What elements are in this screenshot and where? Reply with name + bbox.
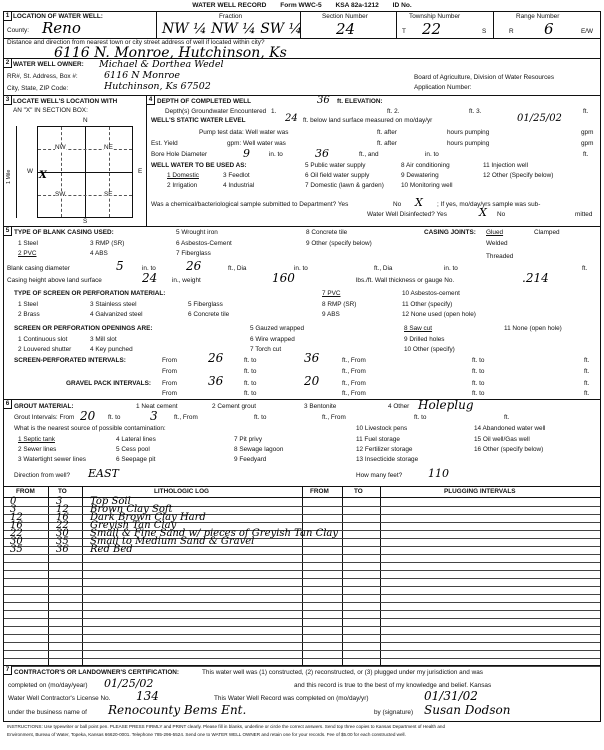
gi-ft: ft. — [504, 414, 510, 421]
chem-no: No — [393, 201, 402, 208]
contam-abandoned: 14 Abandoned water well — [474, 425, 546, 432]
gi-ft-from-2: ft., From — [322, 414, 346, 421]
casing-asbestos: 6 Asbestos-Cement — [176, 240, 232, 247]
section-number: 5 — [3, 226, 12, 236]
ne-label: NE — [104, 144, 113, 151]
lbs-label: lbs./ft. Wall thickness or gauge No. — [356, 277, 455, 284]
disinfected-x: X — [479, 206, 487, 219]
screen-brass: 2 Brass — [18, 311, 40, 318]
section-3-locate — [3, 95, 147, 227]
static-mid: ft. below land surface measured on mo/day/yr — [303, 117, 433, 124]
grout-bentonite: 3 Bentonite — [304, 403, 337, 410]
true-text: and this record is true to the best of my knowledge and belief. Kansas — [294, 682, 492, 689]
r-label: R — [509, 28, 514, 35]
open-none: 11 None (open hole) — [504, 325, 562, 332]
grout-other-value: Holeplug — [418, 398, 474, 412]
west-label: W — [27, 168, 34, 175]
bore-in-to: in. to — [269, 151, 283, 158]
height-value: 24 — [142, 271, 158, 285]
use-monitoring: 10 Monitoring well — [401, 182, 453, 189]
gauge-value: .214 — [522, 271, 549, 285]
owner-value: Michael & Dorthea Wedel — [99, 59, 224, 70]
street-label: RR#, St. Address, Box #: — [7, 73, 78, 80]
open-mill: 3 Mill slot — [90, 336, 117, 343]
from-header-2: FROM — [310, 488, 329, 495]
contam-privy: 7 Pit privy — [234, 436, 263, 443]
gw-ft: ft. — [583, 108, 589, 115]
township-value: 22 — [422, 20, 442, 38]
feet-label: How many feet? — [356, 472, 403, 479]
gpi-label: GRAVEL PACK INTERVALS: — [66, 380, 151, 387]
section-4-depth — [146, 95, 601, 227]
bore-ft: ft. — [583, 151, 589, 158]
gpi-to: 20 — [304, 374, 320, 388]
spi-from: 26 — [208, 351, 224, 365]
gpi-from-label: From — [162, 380, 177, 387]
gpi-to-label: ft. to — [244, 380, 257, 387]
gpi-ft: ft. — [584, 380, 590, 387]
gpi-ft-from-2: ft., From — [342, 390, 366, 397]
section-6-grout — [3, 399, 601, 487]
casing-label: TYPE OF BLANK CASING USED: — [14, 229, 114, 236]
log-to: 35 — [56, 536, 69, 547]
open-saw: 8 Saw cut — [404, 325, 433, 332]
business-value: Renocounty Bems Ent. — [108, 703, 247, 717]
spi-to-label-2: ft. to — [472, 357, 485, 364]
county-label: County: — [7, 27, 30, 34]
casing-steel: 1 Steel — [18, 240, 38, 247]
use-domestic: 1 Domestic — [167, 172, 199, 179]
street-value: 6116 N Monroe — [104, 70, 180, 81]
gw-2: ft. 2. — [387, 108, 400, 115]
pump-hours: hours pumping — [447, 129, 490, 136]
contam-oilgas: 15 Oil well/Gas well — [474, 436, 530, 443]
joints-clamped: Clamped — [534, 229, 560, 236]
log-rule-line — [4, 594, 600, 595]
log-rule-line — [4, 602, 600, 603]
use-public: 5 Public water supply — [305, 162, 366, 169]
contam-feedyard: 9 Feedyard — [234, 456, 267, 463]
city-label: City, State, ZIP Code: — [7, 85, 69, 92]
fraction-label: Fraction — [219, 13, 243, 20]
instructions-line-2: Environment, Bureau of Water, Topeka, Kansas 66620-0001. Telephone 785-296-5524. Send one to WATER WELL OWNER and retain one for your records. Fee of $5.00 for each constructed well. — [7, 732, 406, 737]
depth-label: DEPTH OF COMPLETED WELL — [157, 98, 252, 105]
spi-ft: ft. — [584, 357, 590, 364]
business-label: under the business name of — [8, 709, 87, 716]
contam-septic: 1 Septic tank — [18, 436, 55, 443]
casing-wrought: 5 Wrought iron — [176, 229, 218, 236]
contam-watertight: 3 Watertight sewer lines — [18, 456, 86, 463]
signature: Susan Dodson — [424, 703, 511, 717]
use-lawn: 7 Domestic (lawn & garden) — [305, 182, 384, 189]
weight-label: in., weight — [172, 277, 201, 284]
section-number: 4 — [146, 95, 155, 105]
instructions-line-1: INSTRUCTIONS: Use typewriter or ball point pen. PLEASE PRESS FIRMLY and PRINT clearly. Please fill in blanks, underline or circle the correct answers. Send top three copies to Kansas Department of Health and — [7, 724, 446, 729]
use-air: 8 Air conditioning — [401, 162, 450, 169]
log-rule-line — [4, 626, 600, 627]
plug-header: PLUGGING INTERVALS — [444, 488, 516, 495]
grout-neat: 1 Neat cement — [136, 403, 178, 410]
casing-rmp: 3 RMP (SR) — [90, 240, 125, 247]
chem-x: X — [415, 196, 423, 209]
yield-label: Est. Yield — [151, 140, 178, 147]
divider — [396, 12, 397, 38]
completed-label: completed on (mo/day/year) — [8, 682, 88, 689]
static-label: WELL'S STATIC WATER LEVEL — [151, 117, 246, 124]
ew-label: E/W — [581, 28, 594, 35]
nw-label: NW — [55, 144, 66, 151]
diameter-ft: ft. — [582, 265, 588, 272]
gw-3: ft. 3. — [469, 108, 482, 115]
well-location-mark: X — [39, 170, 47, 181]
gi-from: 20 — [80, 409, 96, 423]
log-rule-line — [4, 578, 600, 579]
from-header: FROM — [16, 488, 35, 495]
log-rule-line — [4, 658, 600, 659]
use-irrigation: 2 Irrigation — [167, 182, 198, 189]
bore-to-value: 36 — [315, 147, 329, 160]
use-oilfield: 6 Oil field water supply — [305, 172, 370, 179]
grout-cement: 2 Cement grout — [212, 403, 257, 410]
gi-label: Grout Intervals: From — [14, 414, 75, 421]
distance-label: Distance and direction from nearest town or city street address of well if located within city? — [7, 39, 265, 46]
se-label: SE — [104, 191, 113, 198]
locate-label: LOCATE WELL'S LOCATION WITH — [13, 98, 118, 105]
section-2-owner — [3, 58, 601, 96]
direction-value: EAST — [88, 467, 119, 480]
screen-abs: 9 ABS — [322, 311, 340, 318]
contam-seepage: 6 Seepage pit — [116, 456, 156, 463]
log-description: Red Bed — [90, 544, 133, 555]
log-to: 22 — [56, 520, 69, 531]
log-to: 36 — [56, 544, 69, 555]
gpi-to-label-4: ft. to — [472, 390, 485, 397]
use-injection: 11 Injection well — [483, 162, 528, 169]
litho-header: LITHOLOGIC LOG — [154, 488, 210, 495]
casing-pvc: 2 PVC — [18, 250, 37, 257]
gw-1: 1. — [271, 108, 277, 115]
open-continuous: 1 Continuous slot — [18, 336, 68, 343]
casing-abs: 4 ABS — [90, 250, 108, 257]
record-text: This Water Well Record was completed on (mo/day/yr) — [214, 695, 369, 702]
chem-tail: ; If yes, mo/day/yrs sample was sub- — [437, 201, 541, 208]
section-value: 24 — [336, 20, 356, 38]
contam-insecticide: 13 Insecticide storage — [356, 456, 419, 463]
log-rule-line — [4, 618, 600, 619]
open-key: 4 Key punched — [90, 346, 133, 353]
log-from: 16 — [10, 520, 23, 531]
id-label: ID No. — [392, 2, 412, 9]
form-title: WATER WELL RECORD — [192, 2, 267, 9]
east-label: E — [138, 168, 143, 175]
cert-text: This water well was (1) constructed, (2) reconstructed, or (3) plugged under my jurisdiction and was — [202, 669, 483, 676]
log-from: 22 — [10, 528, 23, 539]
open-other: 10 Other (specify) — [404, 346, 455, 353]
log-description: Top Soil — [90, 496, 131, 507]
spi-to: 36 — [304, 351, 320, 365]
contam-lagoon: 8 Sewage lagoon — [234, 446, 284, 453]
yield-gpm: gpm — [581, 140, 594, 147]
depth-value: 36 — [317, 95, 330, 106]
weight-value: 160 — [272, 271, 295, 285]
use-other: 12 Other (Specify below) — [483, 172, 554, 179]
sw-label: SW — [55, 191, 66, 198]
log-from: 3 — [10, 504, 17, 515]
contam-fertilizer: 12 Fertilizer storage — [356, 446, 413, 453]
log-description: Dark Brown Clay Hard — [90, 512, 206, 523]
application-label: Application Number: — [414, 84, 472, 91]
t-label: T — [402, 28, 406, 35]
contam-label: What is the nearest source of possible contamination: — [14, 425, 166, 432]
log-from: 35 — [10, 544, 23, 555]
log-to: 3 — [56, 496, 63, 507]
log-rule-line — [4, 570, 600, 571]
form-number: Form WWC-5 — [280, 2, 322, 9]
disinfected-label: Water Well Disinfected? Yes — [367, 211, 447, 218]
contam-lateral: 4 Lateral lines — [116, 436, 156, 443]
diameter-to: 26 — [186, 259, 202, 273]
section-1-location — [3, 11, 601, 59]
open-wire: 6 Wire wrapped — [250, 336, 295, 343]
casing-other: 9 Other (specify below) — [306, 240, 372, 247]
yield-hours: hours pumping — [447, 140, 490, 147]
diameter-ft-dia: ft., Dia — [228, 265, 247, 272]
gi-to-label: ft. to — [108, 414, 121, 421]
joints-threaded: Threaded — [486, 253, 514, 260]
to-header-2: TO — [354, 488, 363, 495]
contam-fuel: 11 Fuel storage — [356, 436, 400, 443]
log-rule-line — [4, 642, 600, 643]
height-label: Casing height above land surface — [7, 277, 102, 284]
joints-label: CASING JOINTS: — [424, 229, 476, 236]
section-number: 7 — [3, 665, 12, 675]
disinfected-no: No — [497, 211, 506, 218]
open-drilled: 9 Drilled holes — [404, 336, 445, 343]
use-dewatering: 9 Dewatering — [401, 172, 439, 179]
screen-none: 12 None used (open hole) — [402, 311, 476, 318]
spi-ft-from: ft., From — [342, 357, 366, 364]
open-torch: 7 Torch cut — [250, 346, 282, 353]
mile-bracket — [16, 126, 17, 218]
section-number: 1 — [3, 11, 12, 21]
screen-stainless: 3 Stainless steel — [90, 301, 137, 308]
chem-question: Was a chemical/bacteriological sample submitted to Department? Yes — [151, 201, 349, 208]
log-to: 30 — [56, 528, 69, 539]
spi-ft-2: ft. — [584, 368, 590, 375]
location-label: LOCATION OF WATER WELL: — [13, 13, 103, 20]
diameter-in-to-2: in. to — [294, 265, 308, 272]
joints-glued: Glued — [486, 229, 504, 236]
divider — [493, 12, 494, 38]
log-rule-line — [4, 562, 600, 563]
use-feedlot: 3 Feedlot — [223, 172, 250, 179]
range-label: Range Number — [516, 13, 560, 20]
gi-ft-from: ft., From — [174, 414, 198, 421]
log-description: Small to Medium Sand & Gravel — [90, 536, 255, 547]
yield-mid: gpm: Well water was — [227, 140, 286, 147]
s-label: S — [482, 28, 487, 35]
form-header — [3, 2, 601, 11]
license-label: Water Well Contractor's License No. — [8, 695, 111, 702]
spi-from-label: From — [162, 357, 177, 364]
static-date: 01/25/02 — [517, 113, 562, 124]
bore-in-to-2: in. to — [425, 151, 439, 158]
owner-label: WATER WELL OWNER: — [13, 61, 84, 68]
diameter-in-to: in. to — [142, 265, 156, 272]
section-7-certification — [3, 665, 601, 722]
gi-to: 3 — [150, 409, 158, 423]
spi-to-label: ft. to — [244, 357, 257, 364]
log-rule-line — [4, 586, 600, 587]
screen-rmp: 8 RMP (SR) — [322, 301, 357, 308]
license-value: 134 — [136, 689, 159, 703]
gpi-from-label-2: From — [162, 390, 177, 397]
direction-label: Direction from well? — [14, 472, 71, 479]
screen-steel: 1 Steel — [18, 301, 38, 308]
use-label: WELL WATER TO BE USED AS: — [151, 162, 247, 169]
gpi-ft-from: ft., From — [342, 380, 366, 387]
gi-to-label-2: ft. to — [254, 414, 267, 421]
spi-to-label-3: ft. to — [244, 368, 257, 375]
use-industrial: 4 Industrial — [223, 182, 255, 189]
groundwater-label: Depth(s) Groundwater Encountered — [165, 108, 267, 115]
completed-value: 01/25/02 — [104, 677, 154, 690]
spi-from-label-2: From — [162, 368, 177, 375]
gpi-to-label-3: ft. to — [244, 390, 257, 397]
spi-label: SCREEN-PERFORATED INTERVALS: — [14, 357, 126, 364]
spi-to-label-4: ft. to — [472, 368, 485, 375]
contam-sewer: 2 Sewer lines — [18, 446, 57, 453]
log-to: 12 — [56, 504, 69, 515]
openings-label: SCREEN OR PERFORATION OPENINGS ARE: — [14, 325, 153, 332]
diameter-ft-dia-2: ft., Dia — [374, 265, 393, 272]
section-number: 3 — [3, 95, 12, 105]
bore-value: 9 — [243, 147, 250, 160]
log-rule-line — [4, 650, 600, 651]
log-description: Small & Fine Sand w/ pieces of Greyish Tan Clay — [90, 528, 339, 539]
screen-galvanized: 4 Galvanized steel — [90, 311, 143, 318]
log-rule-line — [4, 610, 600, 611]
water-well-record-form — [3, 2, 601, 746]
divider — [156, 12, 157, 38]
elevation-label: ft. ELEVATION: — [337, 98, 383, 105]
contam-cess: 5 Cess pool — [116, 446, 150, 453]
township-label: Township Number — [409, 13, 461, 20]
mile-label: 1 Mile — [6, 169, 12, 184]
yield-after: ft. after — [377, 140, 397, 147]
open-louvered: 2 Louvered shutter — [18, 346, 72, 353]
diameter-value: 5 — [116, 259, 124, 273]
casing-fiberglass: 7 Fiberglass — [176, 250, 211, 257]
to-header: TO — [58, 488, 67, 495]
board-label: Board of Agriculture, Division of Water Resources — [414, 74, 555, 81]
log-to: 16 — [56, 512, 69, 523]
contam-livestock: 10 Livestock pens — [356, 425, 408, 432]
log-description: Brown Clay Soft — [90, 504, 173, 515]
section-grid — [37, 126, 133, 218]
pump-label: Pump test data: Well water was — [199, 129, 289, 136]
south-label: S — [83, 218, 88, 225]
pump-gpm: gpm — [581, 129, 594, 136]
cert-label: CONTRACTOR'S OR LANDOWNER'S CERTIFICATION: — [14, 669, 180, 676]
north-label: N — [83, 117, 88, 124]
gi-to-label-3: ft. to — [414, 414, 427, 421]
log-rule-line — [4, 634, 600, 635]
locate-label-2: AN "X" IN SECTION BOX: — [13, 107, 88, 114]
fraction-value: NW ¼ NW ¼ SW ¼ — [162, 21, 303, 37]
mitted: mitted — [575, 211, 593, 218]
spi-ft-from-2: ft., From — [342, 368, 366, 375]
screen-asbestos: 10 Asbestos-cement — [402, 290, 460, 297]
screen-label: TYPE OF SCREEN OR PERFORATION MATERIAL: — [14, 290, 166, 297]
section-number: 2 — [3, 58, 12, 68]
log-from: 0 — [10, 496, 17, 507]
grout-other: 4 Other — [388, 403, 410, 410]
section-label: Section Number — [322, 13, 368, 20]
gpi-ft-2: ft. — [584, 390, 590, 397]
joints-welded: Welded — [486, 240, 508, 247]
bore-ft-and: ft., and — [359, 151, 379, 158]
by-label: by (signature) — [374, 709, 414, 716]
grout-label: GROUT MATERIAL: — [14, 403, 74, 410]
gpi-to-label-2: ft. to — [472, 380, 485, 387]
bore-label: Bore Hole Diameter — [151, 151, 208, 158]
static-value: 24 — [285, 113, 298, 124]
diameter-in-to-3: in. to — [444, 265, 458, 272]
gpi-from: 36 — [208, 374, 224, 388]
screen-pvc: 7 PVC — [322, 290, 341, 297]
feet-value: 110 — [428, 467, 449, 480]
log-from: 12 — [10, 512, 23, 523]
open-gauzed: 5 Gauzed wrapped — [250, 325, 305, 332]
pump-after: ft. after — [377, 129, 397, 136]
screen-fiberglass: 5 Fiberglass — [188, 301, 223, 308]
city-value: Hutchinson, Ks 67502 — [104, 81, 211, 92]
section-5-casing — [3, 226, 601, 400]
lithologic-log-table — [3, 486, 601, 666]
contam-other: 16 Other (specify below) — [474, 446, 544, 453]
address-value: 6116 N. Monroe, Hutchinson, Ks — [54, 45, 287, 61]
section-number: 6 — [3, 399, 12, 409]
screen-concrete: 6 Concrete tile — [188, 311, 230, 318]
form-statute: KSA 82a-1212 — [335, 2, 379, 9]
diameter-label: Blank casing diameter — [7, 265, 70, 272]
range-value: 6 — [544, 20, 554, 38]
casing-concrete: 8 Concrete tile — [306, 229, 348, 236]
log-from: 30 — [10, 536, 23, 547]
county-value: Reno — [42, 19, 81, 37]
record-date: 01/31/02 — [424, 689, 478, 703]
screen-other: 11 Other (specify) — [402, 301, 453, 308]
log-description: Greyish Tan Clay — [90, 520, 177, 531]
